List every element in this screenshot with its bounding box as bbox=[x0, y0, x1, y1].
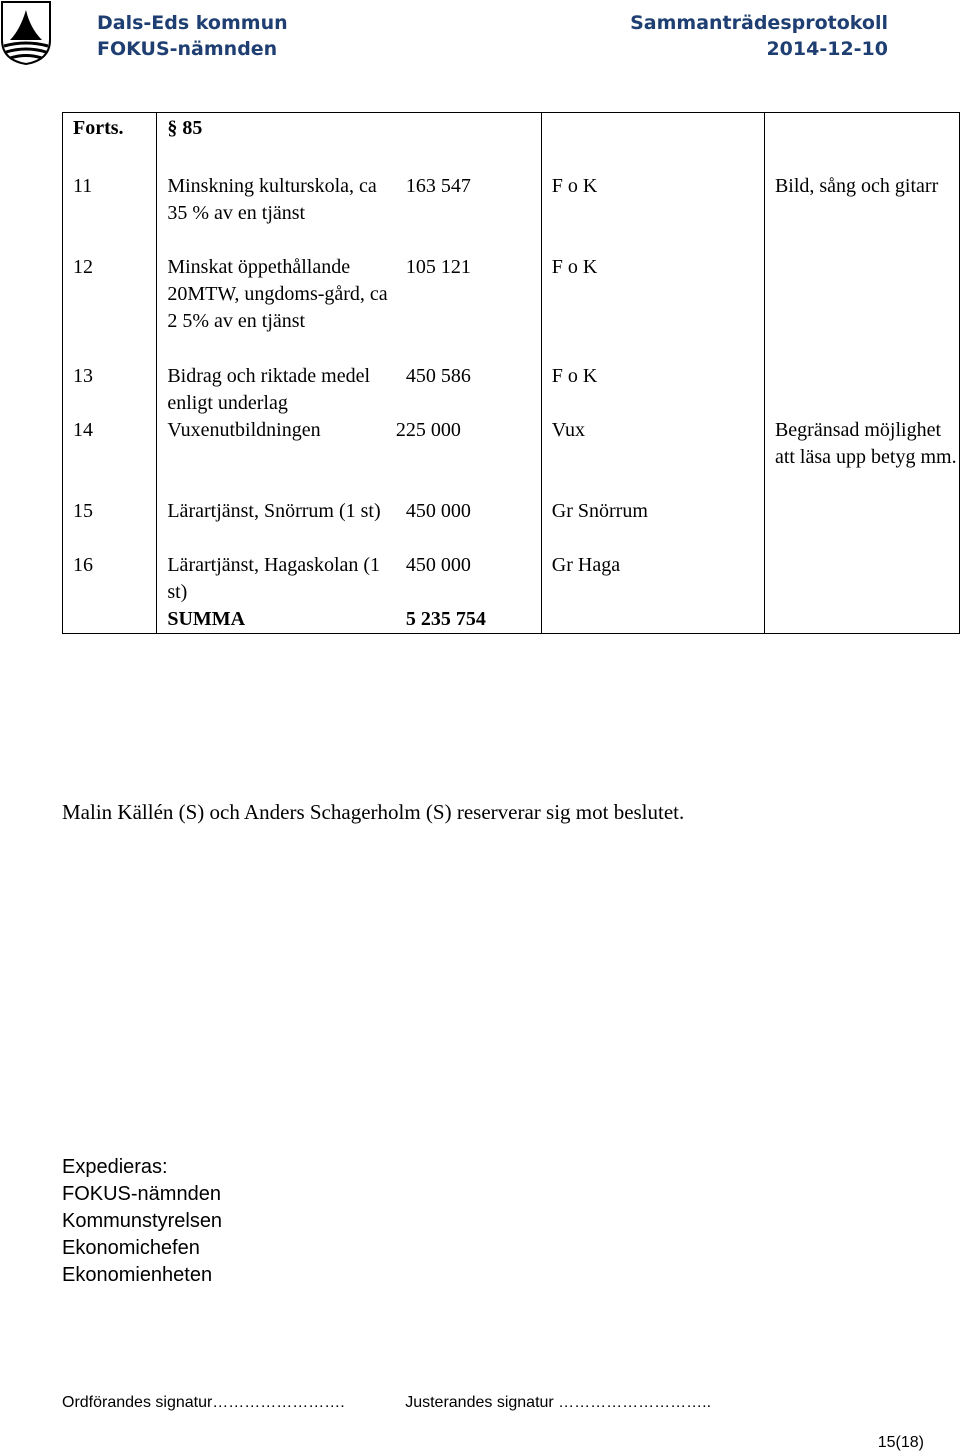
row-unit: Vux bbox=[541, 417, 764, 498]
signature-footer bbox=[62, 1394, 767, 1412]
empty-cell bbox=[764, 113, 959, 174]
summa-label: SUMMA bbox=[157, 606, 396, 634]
row-nr: 13 bbox=[63, 363, 157, 417]
empty-cell bbox=[541, 113, 764, 174]
empty-cell bbox=[63, 606, 157, 634]
row-amount: 225 000 bbox=[396, 417, 541, 498]
table-row bbox=[63, 363, 960, 417]
municipality-logo bbox=[0, 0, 62, 66]
row-note bbox=[764, 552, 959, 606]
row-unit: Gr Snörrum bbox=[541, 498, 764, 552]
row-note: Bild, sång och gitarr bbox=[764, 173, 959, 254]
chair-signature: Ordförandes signatur……………………. bbox=[62, 1394, 345, 1411]
table-row bbox=[63, 254, 960, 363]
row-unit: F o K bbox=[541, 363, 764, 417]
header-right bbox=[630, 10, 888, 62]
row-nr: 12 bbox=[63, 254, 157, 363]
table-row bbox=[63, 552, 960, 606]
row-nr: 15 bbox=[63, 498, 157, 552]
expedieras-label: Expedieras: bbox=[62, 1156, 168, 1178]
table-row bbox=[63, 173, 960, 254]
summa-value: 5 235 754 bbox=[396, 606, 541, 634]
header-board: FOKUS-nämnden bbox=[97, 38, 278, 60]
row-nr: 16 bbox=[63, 552, 157, 606]
expedieras-item: Ekonomichefen bbox=[62, 1237, 200, 1259]
row-desc: Lärartjänst, Snörrum (1 st) bbox=[157, 498, 396, 552]
row-desc: Vuxenutbildningen bbox=[157, 417, 396, 498]
row-amount: 450 000 bbox=[396, 552, 541, 606]
row-nr: 14 bbox=[63, 417, 157, 498]
expedieras-item: FOKUS-nämnden bbox=[62, 1183, 221, 1205]
empty-cell bbox=[541, 606, 764, 634]
expedieras-item: Ekonomienheten bbox=[62, 1264, 213, 1286]
summa-row bbox=[63, 606, 960, 634]
table-head-row bbox=[63, 113, 960, 174]
forts-label: Forts. bbox=[63, 113, 157, 174]
header-org: Dals-Eds kommun bbox=[97, 12, 288, 34]
budget-table bbox=[62, 112, 960, 634]
empty-cell bbox=[764, 606, 959, 634]
row-note bbox=[764, 363, 959, 417]
table-row bbox=[63, 417, 960, 498]
row-desc: Minskat öppethållande 20MTW, ungdoms-gård, ca 2 5% av en tjänst bbox=[157, 254, 396, 363]
adjuster-signature: Justerandes signatur ……………………….. bbox=[405, 1394, 712, 1411]
row-note bbox=[764, 254, 959, 363]
expedieras-item: Kommunstyrelsen bbox=[62, 1210, 223, 1232]
row-unit: F o K bbox=[541, 173, 764, 254]
row-desc: Lärartjänst, Hagaskolan (1 st) bbox=[157, 552, 396, 606]
row-amount: 163 547 bbox=[396, 173, 541, 254]
row-amount: 105 121 bbox=[396, 254, 541, 363]
row-amount: 450 586 bbox=[396, 363, 541, 417]
section-label: § 85 bbox=[157, 113, 396, 174]
reservation-text: Malin Källén (S) och Anders Schagerholm (S) reserverar sig mot beslutet. bbox=[62, 800, 685, 824]
page-number: 15(18) bbox=[877, 1434, 924, 1451]
row-unit: Gr Haga bbox=[541, 552, 764, 606]
row-note: Begränsad möjlighet att läsa upp betyg mm. bbox=[764, 417, 959, 498]
row-unit: F o K bbox=[541, 254, 764, 363]
header-doc-type: Sammanträdesprotokoll bbox=[630, 12, 888, 34]
header-left bbox=[97, 10, 288, 62]
row-nr: 11 bbox=[63, 173, 157, 254]
row-desc: Bidrag och riktade medel enligt underlag bbox=[157, 363, 396, 417]
empty-cell bbox=[396, 113, 541, 174]
table-row bbox=[63, 498, 960, 552]
row-desc: Minskning kulturskola, ca 35 % av en tjänst bbox=[157, 173, 396, 254]
row-amount: 450 000 bbox=[396, 498, 541, 552]
expedieras-block bbox=[62, 1154, 222, 1289]
row-note bbox=[764, 498, 959, 552]
header-date: 2014-12-10 bbox=[766, 38, 888, 60]
